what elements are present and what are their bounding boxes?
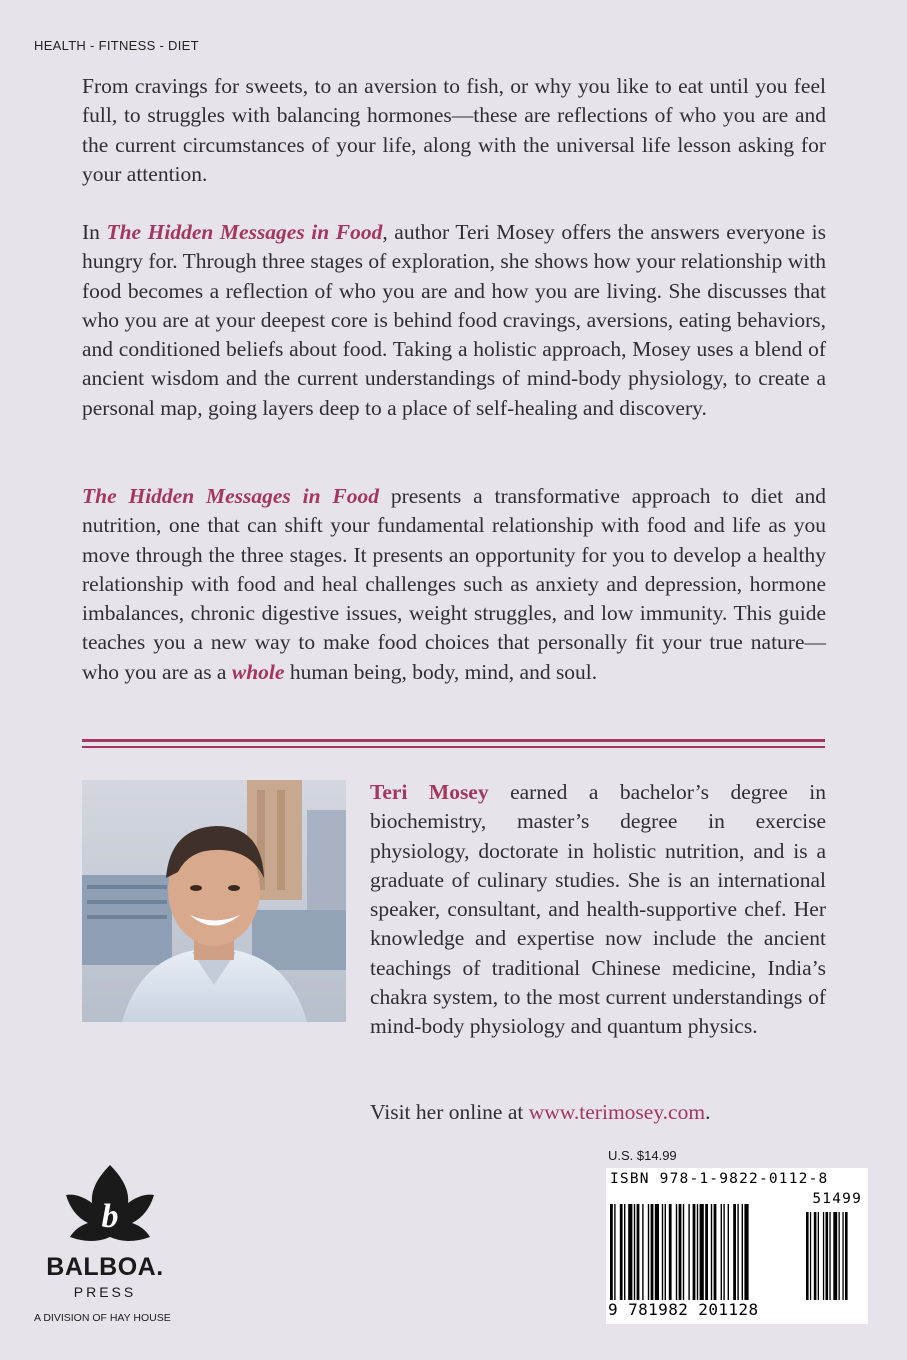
barcode-bar: [614, 1204, 615, 1300]
addon-bar: [818, 1212, 819, 1300]
isbn-text: ISBN 978-1-9822-0112-8: [610, 1171, 829, 1187]
author-website-line: [370, 1100, 710, 1125]
barcode-bar: [744, 1204, 748, 1300]
addon-bar: [829, 1212, 830, 1300]
addon-bar: [810, 1212, 811, 1300]
barcode-bar: [693, 1204, 696, 1300]
author-website-link[interactable]: www.terimosey.com: [528, 1100, 706, 1124]
ean-number: 9 781982 201128: [608, 1300, 759, 1319]
barcode-bar: [676, 1204, 677, 1300]
addon-bar: [814, 1212, 817, 1300]
author-name: Teri Mosey: [370, 780, 489, 804]
barcode-bar: [642, 1204, 643, 1300]
description-paragraph-1: From cravings for sweets, to an aversion to fish, or why you like to eat until you feel full, to struggles with balancing hormones—these are reflections of who you are and the current circumstances of your life, along with the universal life lesson asking for your attention.: [82, 74, 826, 186]
addon-bar: [833, 1212, 837, 1300]
paragraph-3-body: presents a transformative approach to diet and nutrition, one that can shift your fundamental relationship with food and life as you move through the three stages. It presents an opportunity for you to develop a healthy relationship with food and heal challenges such as anxiety and depression, hormone imbalances, chronic digestive issues, weight struggles, and low immunity. This guide teaches you a new way to make food choices that personally fit your true nature—who you are as a: [82, 484, 827, 684]
paragraph-3-end: human being, body, mind, and soul.: [284, 659, 598, 684]
price-label: U.S. $14.99: [608, 1148, 677, 1163]
description-paragraph-3: [82, 482, 826, 687]
barcode-bar: [634, 1204, 635, 1300]
barcode-bar: [688, 1204, 689, 1300]
author-photo: [82, 780, 346, 1022]
barcode-bar: [637, 1204, 640, 1300]
section-divider: [82, 739, 825, 751]
barcode-bar: [723, 1204, 724, 1300]
barcode-bar: [733, 1204, 736, 1300]
visit-suffix: .: [705, 1100, 711, 1124]
paragraph-2-body: , author Teri Mosey offers the answers everyone is hungry for. Through three stages of exploration, she shows how your relationship with food becomes a reflection of who you are and how you are living. She discusses that who you are at your deepest core is behind food cravings, aversions, eating behaviors, and conditioned beliefs about food. Taking a holistic approach, Mosey uses a blend of ancient wisdom and the current understandings of mind-body physiology, to create a personal map, going layers deep to a place of self-healing and discovery.: [82, 220, 826, 420]
addon-bar: [845, 1212, 848, 1300]
barcode-bar: [700, 1204, 704, 1300]
addon-bar: [826, 1212, 829, 1300]
barcode-bar: [737, 1204, 738, 1300]
barcode-bar: [683, 1204, 684, 1300]
barcode-bar: [742, 1204, 743, 1300]
barcode-bar: [711, 1204, 712, 1300]
addon-bar: [842, 1212, 843, 1300]
barcode-bar: [705, 1204, 708, 1300]
barcode-bar: [697, 1204, 698, 1300]
emphasis-word: whole: [231, 659, 285, 684]
barcode-bar: [620, 1204, 623, 1300]
barcode-bar: [624, 1204, 625, 1300]
addon-bar: [806, 1212, 809, 1300]
barcode-bar: [665, 1204, 666, 1300]
book-title: The Hidden Messages in Food: [82, 484, 379, 508]
publisher-subname: PRESS: [73, 1284, 137, 1300]
barcode-bar: [679, 1204, 682, 1300]
publisher-logo: [30, 1165, 190, 1260]
lotus-b-icon: [30, 1165, 190, 1255]
book-title: The Hidden Messages in Food: [106, 220, 383, 244]
divider-line-thick: [82, 739, 825, 742]
barcode-bar: [662, 1204, 663, 1300]
barcode-bar: [728, 1204, 729, 1300]
barcode-bar: [721, 1204, 722, 1300]
genre-label: HEALTH - FITNESS - DIET: [34, 38, 199, 53]
author-bio: [370, 778, 826, 1042]
divider-line-thin: [82, 746, 825, 748]
author-bio-text: earned a bachelor’s degree in biochemistry, master’s degree in exercise physiology, doctorate in holistic nutrition, and is a graduate of culinary studies. She is an international speaker, consultant, and health-supportive chef. Her knowledge and expertise now include the ancient teachings of traditional Chinese medicine, India’s chakra system, to the most current understandings of mind-body physiology and quantum physics.: [370, 780, 826, 1039]
publisher-name: BALBOA.: [46, 1253, 164, 1281]
barcode-bar: [648, 1204, 649, 1300]
visit-prefix: Visit her online at: [370, 1100, 529, 1124]
barcode-bar: [651, 1204, 654, 1300]
addon-bar: [823, 1212, 824, 1300]
addon-code: 51499: [812, 1191, 862, 1207]
barcode-bars: [610, 1194, 864, 1304]
barcode-bar: [669, 1204, 672, 1300]
barcode-bar: [610, 1204, 613, 1300]
addon-bar: [839, 1212, 840, 1300]
publisher-division: A DIVISION OF HAY HOUSE: [34, 1312, 171, 1324]
barcode-bar: [714, 1204, 717, 1300]
barcode-bar: [655, 1204, 659, 1300]
isbn-barcode: [606, 1168, 868, 1324]
barcode-bar: [628, 1204, 632, 1300]
paragraph-2-intro: In: [82, 220, 107, 244]
description-paragraph-2: [82, 218, 826, 423]
logo-letter: b: [101, 1198, 119, 1235]
